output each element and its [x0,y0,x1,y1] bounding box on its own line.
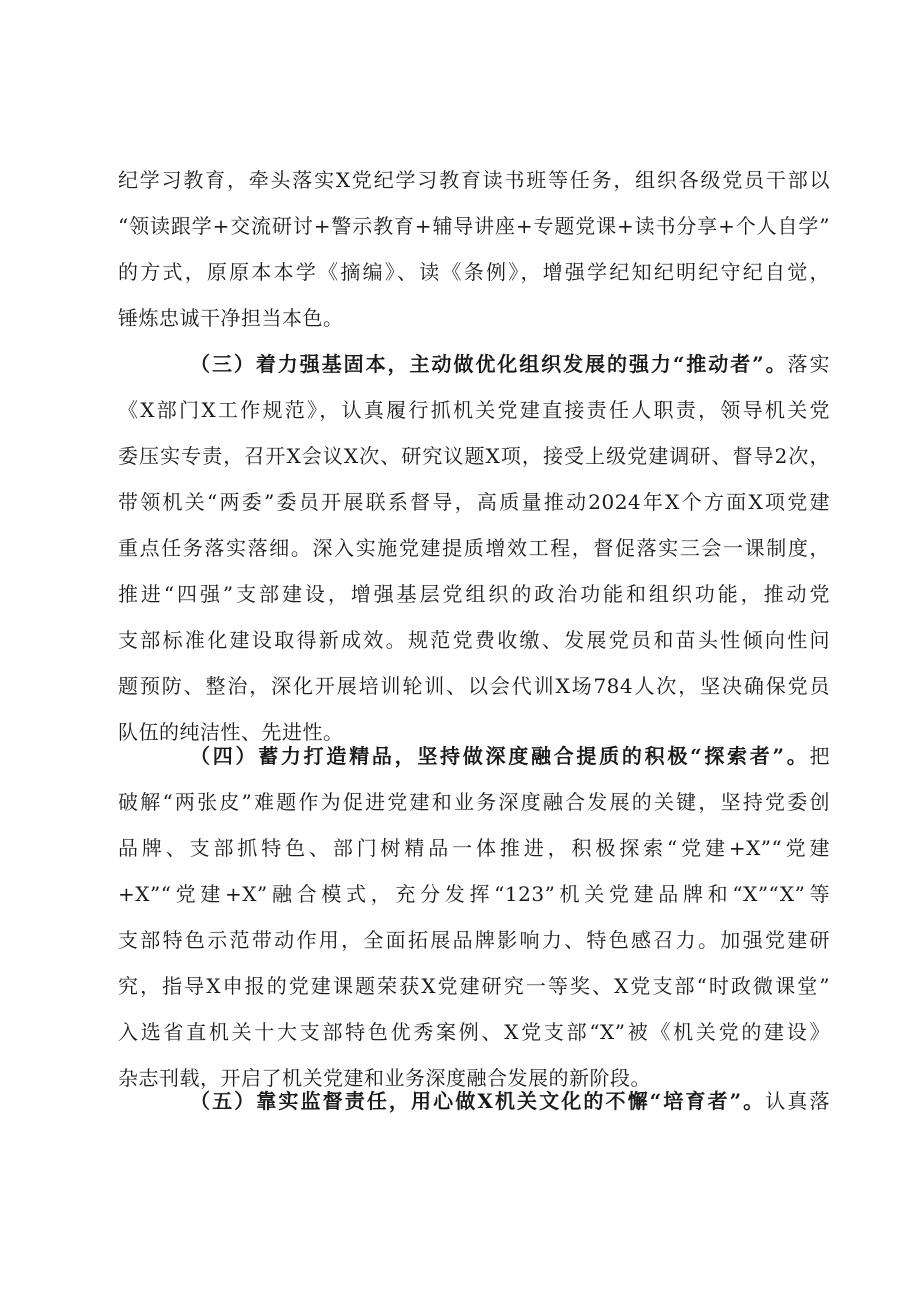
text-line: 推进“四强”支部建设，增强基层党组织的政治功能和组织功能，推动党 [118,582,830,606]
section-heading: （四）蓄力打造精品，坚持做深度融合提质的积极“探索者”。 [190,744,810,768]
text-line: 的方式，原原本本学《摘编》、读《条例》，增强学纪知纪明纪守纪自觉， [118,260,830,284]
section-heading-line [118,341,830,387]
text-line: 品牌、支部抓特色、部门树精品一体推进，积极探索“党建+X”“党建 [118,836,830,860]
text-line: 委压实专责，召开X会议X次、研究议题X项，接受上级党建调研、督导2次， [118,444,830,468]
paragraph-section-four [118,733,830,1101]
text-line: +X”“党建+X”融合模式，充分发挥“123”机关党建品牌和“X”“X”等 [118,882,830,906]
heading-line-continuation: 认真落 [765,1089,831,1113]
section-heading-line [118,733,830,779]
text-line: 队伍的纯洁性、先进性。 [118,720,344,744]
text-line: 《X部门X工作规范》，认真履行抓机关党建直接责任人职责，领导机关党 [118,398,830,422]
section-heading-line [118,1078,830,1124]
paragraph-party-discipline-education [118,157,830,341]
paragraph-section-five [118,1078,830,1124]
text-line: 破解“两张皮”难题作为促进党建和业务深度融合发展的关键，坚持党委创 [118,790,830,814]
text-line: 纪学习教育，牵头落实X党纪学习教育读书班等任务，组织各级党员干部以 [118,168,830,192]
text-line: 支部特色示范带动作用，全面拓展品牌影响力、特色感召力。加强党建研 [118,928,830,952]
section-heading: （三）着力强基固本，主动做优化组织发展的强力“推动者”。 [190,352,788,376]
text-line: 锤炼忠诚干净担当本色。 [118,306,344,330]
text-line: 究，指导X申报的党建课题荣获X党建研究一等奖、X党支部“时政微课堂” [118,974,830,998]
heading-line-continuation: 把 [809,744,830,768]
text-line: 支部标准化建设取得新成效。规范党费收缴、发展党员和苗头性倾向性问 [118,628,830,652]
paragraph-section-three [118,341,830,755]
text-line: 杂志刊载，开启了机关党建和业务深度融合发展的新阶段。 [118,1066,651,1090]
text-line: “领读跟学+交流研讨+警示教育+辅导讲座+专题党课+读书分享+个人自学” [118,214,830,238]
section-heading: （五）靠实监督责任，用心做X机关文化的不懈“培育者”。 [190,1089,766,1113]
text-line: 重点任务落实落细。深入实施党建提质增效工程，督促落实三会一课制度， [118,536,830,560]
text-line: 入选省直机关十大支部特色优秀案例、X党支部“X”被《机关党的建设》 [118,1020,830,1044]
text-line: 带领机关“两委”委员开展联系督导，高质量推动2024年X个方面X项党建 [118,490,830,514]
text-line: 题预防、整治，深化开展培训轮训、以会代训X场784人次，坚决确保党员 [118,674,830,698]
heading-line-continuation: 落实 [787,352,830,376]
